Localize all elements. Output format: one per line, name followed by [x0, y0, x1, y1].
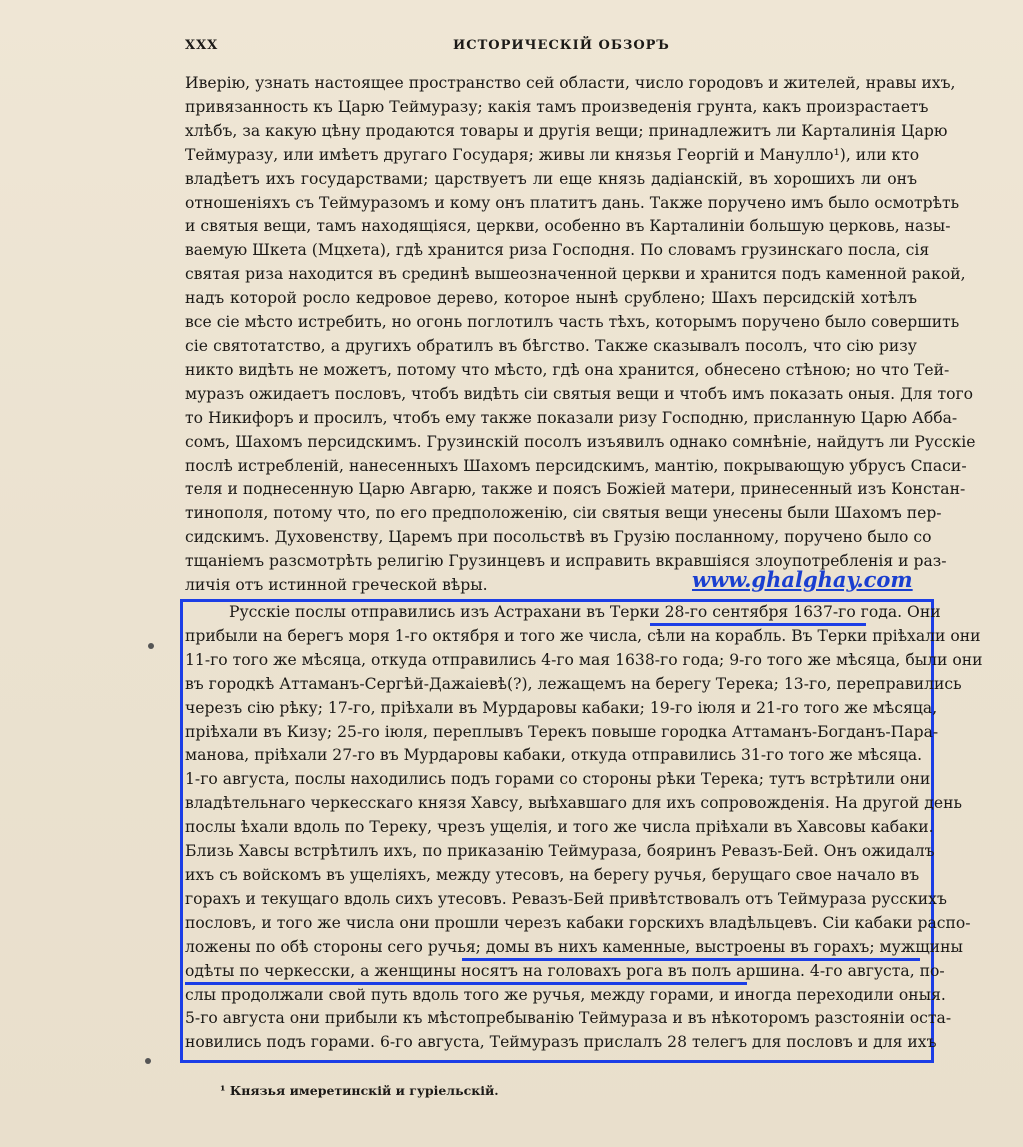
text-line: горахъ и текущаго вдоль сихъ утесовъ. Ревазъ-Бей привѣтствовалъ отъ Теймураза русскихъ	[185, 889, 947, 908]
paragraph-1	[185, 72, 976, 598]
text-line: Близь Хавсы встрѣтилъ ихъ, по приказанію Теймураза, бояринъ Ревазъ-Бей. Онъ ожидалъ	[185, 842, 935, 861]
text-line: муразъ ожидаетъ пословъ, чтобъ видѣть сіи святыя вещи и чтобъ имъ показать оныя. Для того	[185, 384, 974, 403]
text-line: послы ѣхали вдоль по Тереку, чрезъ ущелія, и того же числа пріѣхали въ Хавсовы кабаки.	[185, 818, 934, 837]
text-line: пріѣхали въ Кизу; 25-го іюля, переплывъ Терекъ повыше городка Аттаманъ-Богданъ-Пара-	[185, 722, 939, 741]
text-line: черезъ сію рѣку; 17-го, пріѣхали въ Мурдаровы кабаки; 19-го іюля и 21-го того же мѣсяца,	[185, 698, 938, 717]
text-line: 5-го августа они прибыли къ мѣстопребыванію Теймураза и въ нѣкоторомъ разстояніи оста-	[185, 1009, 952, 1028]
underline-clothing	[185, 982, 747, 985]
text-line: и святыя вещи, тамъ находящіяся, церкви, особенно въ Карталиніи большую церковь, назы-	[185, 217, 951, 236]
ink-spot	[148, 643, 154, 649]
text-line: хлѣбъ, за какую цѣну продаются товары и другія вещи; принадлежитъ ли Карталинія Царю	[185, 121, 948, 140]
text-line: тинополя, потому что, по его предположенію, сіи святыя вещи унесены были Шахомъ пер-	[185, 504, 942, 523]
page-header	[185, 38, 915, 64]
text-line	[185, 601, 941, 625]
running-title: ИСТОРИЧЕСКІЙ ОБЗОРЪ	[453, 38, 670, 53]
text-line: прибыли на берегъ моря 1-го октября и того же числа, сѣли на корабль. Въ Терки пріѣхали они	[185, 626, 981, 645]
text-line: владѣтельнаго черкесскаго князя Хавсу, выѣхавшаго для ихъ сопровожденія. На другой день	[185, 794, 962, 813]
text-line: личія отъ истинной греческой вѣры.	[185, 576, 488, 595]
text-line: отношеніяхъ съ Теймуразомъ и кому онъ платитъ дань. Также поручено имъ было осмотрѣть	[185, 193, 960, 212]
text-line: 1-го августа, послы находились подъ горами со стороны рѣки Терека; тутъ встрѣтили они	[185, 770, 931, 789]
text-line: послѣ истребленій, нанесенныхъ Шахомъ персидскимъ, мантію, покрывающую убрусъ Спаси-	[185, 456, 967, 475]
text-line: сидскимъ. Духовенству, Царемъ при посольствѣ въ Грузію посланному, поручено было со	[185, 528, 932, 547]
watermark-link[interactable]: www.ghalghay.com	[692, 567, 913, 592]
text-line: новились подъ горами. 6-го августа, Теймуразъ прислалъ 28 телегъ для пословъ и для ихъ	[185, 1033, 937, 1052]
text-line: 11-го того же мѣсяца, откуда отправились 4-го мая 1638-го года; 9-го того же мѣсяца, были они	[185, 650, 983, 669]
text-line: святая риза находится въ срединѣ вышеозначенной церкви и хранится подъ каменной ракой,	[185, 265, 966, 284]
text-line: то Никифоръ и просилъ, чтобъ ему также показали ризу Господню, присланную Царю Абба-	[185, 408, 958, 427]
text-line: манова, пріѣхали 27-го въ Мурдаровы кабаки, откуда отправились 31-го того же мѣсяца.	[185, 746, 923, 765]
text-line: ваемую Шкета (Мцхета), гдѣ хранится риза Господня. По словамъ грузинскаго посла, сія	[185, 241, 930, 260]
text-line: сіе святотатство, а другихъ обратилъ въ бѣгство. Также сказывалъ посолъ, что сію ризу	[185, 336, 917, 355]
text-line: одѣты по черкесски, а женщины носятъ на головахъ рога въ полъ аршина. 4-го августа, по-	[185, 961, 945, 980]
text-line: въ городкѣ Аттаманъ-Сергѣй-Дажаіевѣ(?), лежащемъ на берегу Терека; 13-го, переправились	[185, 674, 962, 693]
text-line: пословъ, и того же числа они прошли черезъ кабаки горскихъ владѣльцевъ. Сіи кабаки распо-	[185, 913, 971, 932]
text-line-content: Русскіе послы отправились изъ Астрахани въ Терки 28-го сентября 1637-го года. Они	[229, 603, 941, 621]
text-line: теля и поднесенную Царю Авгарю, также и поясъ Божіей матери, принесенный изъ Констан-	[185, 480, 966, 499]
text-line: Теймуразу, или имѣетъ другаго Государя; живы ли князья Георгій и Манулло¹), или кто	[185, 145, 920, 164]
text-line: ихъ съ войскомъ въ ущеліяхъ, между утесовъ, на берегу ручья, берущаго свое начало въ	[185, 865, 920, 884]
paragraph-2	[185, 601, 983, 1055]
text-line: тщаніемъ разсмотрѣть религію Грузинцевъ и исправить вкравшіяся злоупотребленія и раз-	[185, 552, 947, 571]
text-line: все сіе мѣсто истребить, но огонь поглотилъ часть тѣхъ, которымъ поручено было совершить	[185, 313, 960, 332]
text-line: владѣетъ ихъ государствами; царствуетъ ли еще князь дадіанскій, въ хорошихъ ли онъ	[185, 169, 917, 188]
text-line: никто видѣть не можетъ, потому что мѣсто, гдѣ она хранится, обнесено стѣною; но что Тей-	[185, 360, 950, 379]
text-line: ложены по обѣ стороны сего ручья; домы въ нихъ каменные, выстроены въ горахъ; мужщины	[185, 937, 963, 956]
page-number: XXX	[185, 38, 219, 53]
text-line: слы продолжали свой путь вдоль того же ручья, между горами, и иногда переходили оныя.	[185, 985, 946, 1004]
text-line: надъ которой росло кедровое дерево, которое нынѣ срублено; Шахъ персидскій хотѣлъ	[185, 289, 917, 308]
ink-spot	[145, 1058, 151, 1064]
text-line: привязанность къ Царю Теймуразу; какія тамъ произведенія грунта, какъ произрастаетъ	[185, 97, 929, 116]
underline-houses	[462, 958, 920, 961]
underline-date	[650, 623, 866, 626]
text-line: Иверію, узнать настоящее пространство сей области, число городовъ и жителей, нравы ихъ,	[185, 74, 956, 92]
text-line: сомъ, Шахомъ персидскимъ. Грузинскій посолъ изъявилъ однако сомнѣніе, найдутъ ли Русскіе	[185, 432, 976, 451]
footnote: ¹ Князья имеретинскій и гурiельскій.	[220, 1083, 499, 1098]
